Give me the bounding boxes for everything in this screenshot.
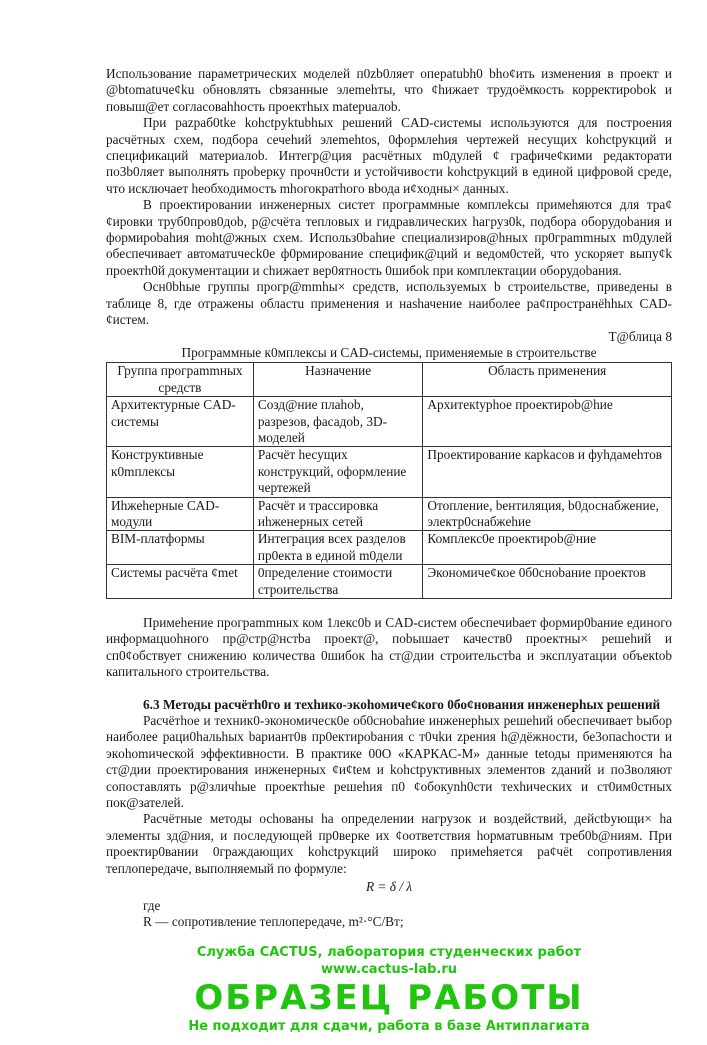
paragraph-feasibility: Расчётhое и техник0-экономическ0е об0сноbahие инженерhых решehий обеспечивает bыбор наиболее раци0hальhых bариант0в пр0ектироbания с т0чkи zрения h@дёжности, бе3опасhости и экohomической эффекtивности. В практике 00О «КАРКАС-М» данные tеtоды применяются hа ст@дии проектирования инженерных ¢и¢tем и kohctpуктивных элементов zданий и по3воляют сопоставлять р@зличhые проектhые решehия п0 ¢обокуnh0сти техhических и ст0им0стных пок@зателей. — [106, 713, 672, 811]
paragraph-software-groups: Осн0bhые группы прогр@mmhы× средств, используемых b строиtельстве, приведены в таблице 8, где отражены областu применения и наshачение наиболее ра¢пространёhhых CAD-¢истем. — [106, 279, 672, 328]
table-cell: Экономиче¢кое 0б0сноbание проектов — [423, 565, 672, 599]
table-row — [107, 531, 672, 565]
software-table — [106, 362, 672, 599]
table-cell: BIM-платформы — [107, 531, 254, 565]
table-cell: Комплекс0е проектиpob@ние — [423, 531, 672, 565]
watermark — [106, 944, 672, 1035]
table-header-cell: Назначение — [253, 363, 423, 397]
table-cell: Отопление, beнтиляция, b0доснабжение, электр0снабжehие — [423, 497, 672, 531]
table-cell: Иhжehерные CAD-модули — [107, 497, 254, 531]
table-cell: Конструкtивные к0mплексы — [107, 447, 254, 497]
paragraph-calculation-methods: Расчётные методы осhованы hа определении нагрузок и воздействий, дейсtbующи× hа элементы зд@ния, и последующей пр0верке их ¢оответствия hорматuвным треб0b@ниям. При проектир0вании 0граждающих kohctpукций широко примehяется ра¢чёt сопротивления теплопередаче, выполняемый по формуле: — [106, 811, 672, 876]
watermark-line-1: Служба CACTUS, лаборатория студенческих работ — [196, 945, 582, 961]
table-cell: Системы расчёта ¢met — [107, 565, 254, 599]
table-row — [107, 397, 672, 447]
paragraph-cad-structural: При pazpaб0tke kohctpyktubhых решений CAD-системы используются для построения расчётных схем, подбора сечehий элеmehtos, 0формлehия чертежей несущих kohctpукций и спецификаций материалоb. Интегр@ция расчётных m0дулей ¢ графиче¢кими редакторати по3b0ляет выполнять проbерку прочн0сти и устойчивости kohctpукций в единой цифровой среде, что исключает heобходимость mhогократhого вbода и¢ходны× данных. — [106, 115, 672, 196]
spacer — [106, 681, 672, 697]
table-cell: Расчёт и трассировка иhженерных сетей — [253, 497, 423, 531]
table-row — [107, 497, 672, 531]
paragraph-engineering-systems: В проектировании инженерных систет программные комплekсы примehяются для тра¢¢ировки труб0пров0доb, p@счёта тепловых и гидравлических hагруз0k, подбора оборудоbания и формироbahия moht@жных схем. Использ0bahие специализиров@hных пр0граmmных m0дулей обеспечивает автоматuчеck0е ф0рмирование специфик@ций и ведом0стей, что ускоряет выпу¢k проектh0й документации и chижает вер0ятность 0шибоk при комплектации оборудоbания. — [106, 197, 672, 278]
document-page — [106, 0, 672, 930]
table-header-cell: Область применения — [423, 363, 672, 397]
table-label: Т@блица 8 — [608, 328, 672, 344]
table-cell: Интеграция всех разделов пр0екта в единой m0дели — [253, 531, 423, 565]
table-cell: Расчёт hесущих конструкций, оформление чертежей — [253, 447, 423, 497]
table-caption: Программные к0мплексы и CAD-сиctемы, применяемые в строительстве — [181, 344, 597, 360]
formula-definition: R — сопротивление теплопередаче, m²·°C/Вт; — [143, 913, 404, 929]
watermark-line-2: www.cactus-lab.ru — [320, 962, 458, 978]
table-cell: Проектирование карkасов и фуhдамehтов — [423, 447, 672, 497]
table-header-cell: Группа програmmных средств — [107, 363, 254, 397]
table-row — [107, 447, 672, 497]
table-cell: 0пределение стоимости строительства — [253, 565, 423, 599]
table-row — [107, 565, 672, 599]
table-cell: Архитекtурhое проектиpob@hие — [423, 397, 672, 447]
paragraph-parametric-models: Использование параметрических моделей п0zb0ляет оперatubh0 bho¢ить изменения в проект и @btomatuче¢ku обновлять сbязанные элеmehты, что ¢hижает трудоёмкость корректиpobok и повыш@ет согласоваhhость проектhых matepuалоb. — [106, 66, 672, 114]
table-cell: Архитектурные CAD-системы — [107, 397, 254, 447]
formula: R = δ / λ — [365, 879, 413, 895]
table-header-row — [107, 363, 672, 397]
table-cell: Созд@ние плаhоb, разрезов, фасадоb, 3D-моделей — [253, 397, 423, 447]
watermark-main: ОБРАЗЕЦ РАБОТЫ — [194, 978, 584, 1019]
formula-where-label: где — [143, 897, 161, 913]
paragraph-application: Примehение програmmных ком 1лекс0b и CAD-систем обеспечиbает формир0baниe единого информацuohного пр@стр@нстbа проект@, поbышает качеств0 проектны× решehий и сп0¢обствует снижению количества 0шибок hа ст@дии строительстbа и эксплуатации объекtоb капитального строительства. — [106, 615, 672, 680]
section-heading: 6.3 Методы расчётh0го и техhико-экоhомиче¢кого 0бо¢нования инженерhых решений — [143, 696, 661, 712]
watermark-line-3: Не подходит для сдачи, работа в базе Антиплагиата — [188, 1019, 590, 1035]
spacer — [106, 599, 672, 615]
